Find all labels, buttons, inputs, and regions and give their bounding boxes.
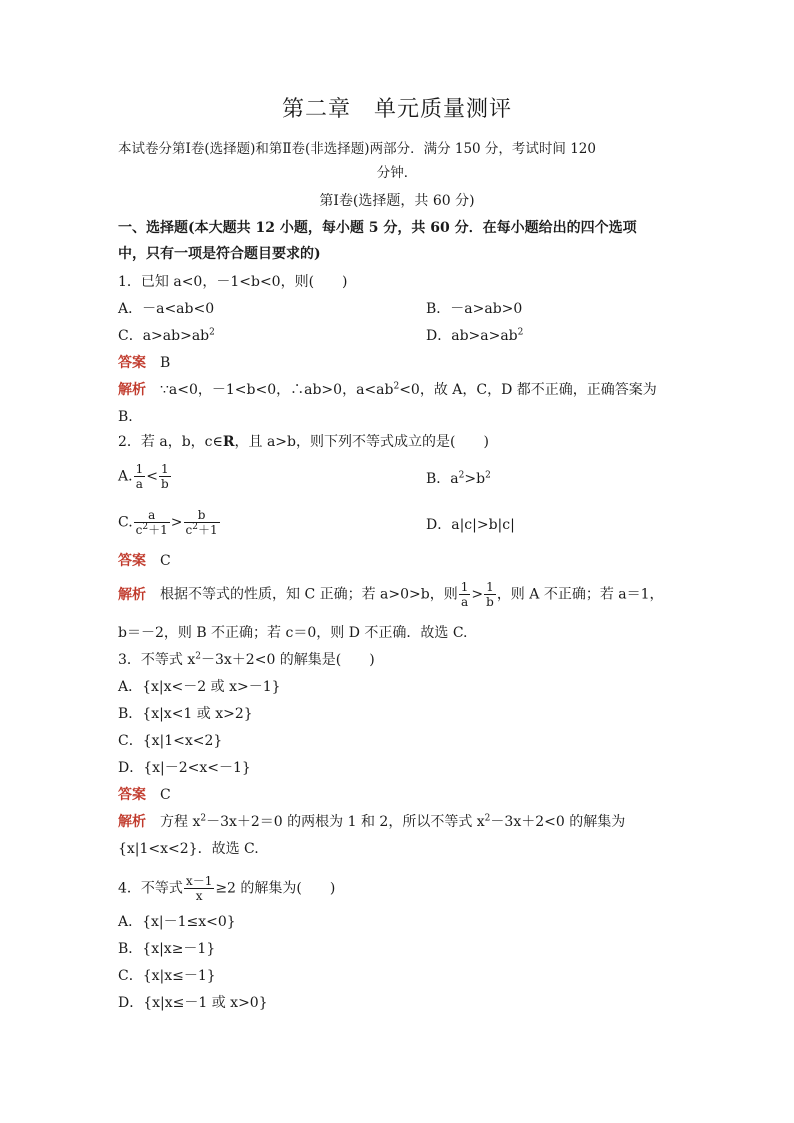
q3-option-b: B．{x|x<1 或 x>2}: [118, 706, 253, 722]
q1-option-b: B．－a>ab>0: [426, 301, 523, 317]
fraction: $\frac{1}{b}$: [486, 580, 494, 609]
page-title: 第二章 单元质量测评: [281, 97, 512, 122]
analysis-label: 解析: [118, 814, 146, 830]
q4-stem: 4．不等式 $\frac{x-1}{x}$ ≥2 的解集为( ): [118, 874, 336, 903]
q1-option-d: D．$ab>a>ab^2$: [426, 327, 524, 344]
q1-option-c: C．$a>ab>ab^2$: [118, 327, 215, 344]
analysis-label: 解析: [118, 382, 146, 398]
q1-answer: 答案 B: [118, 355, 171, 371]
fraction: $\frac{1}{a}$: [135, 462, 144, 491]
fraction: $\frac{1}{a}$: [460, 580, 469, 609]
q3-stem: 3．不等式 $x^2-3x+2<0$ 的解集是( ): [118, 651, 375, 668]
q3-answer: 答案 C: [118, 787, 171, 803]
answer-label: 答案: [118, 553, 146, 569]
q2-option-c: C. $\frac{a}{c^2+1}$ > $\frac{b}{c^2+1}$: [118, 508, 218, 537]
answer-label: 答案: [118, 355, 146, 371]
q1-analysis-line-1: 解析 ∵a<0，－1<b<0，∴ab>0，$a<ab^2<0$，故 A，C，D 都不正确，正确答案为: [118, 381, 657, 398]
q2-answer: 答案 C: [118, 553, 171, 569]
q2-option-b: B．$a^2>b^2$: [426, 470, 491, 487]
q3-option-a: A．{x|x<－2 或 x>－1}: [118, 679, 281, 695]
q3-analysis-line-2: {x|1<x<2}．故选 C.: [118, 841, 259, 857]
section-heading-line-1: 一、选择题(本大题共 12 小题，每小题 5 分，共 60 分．在每小题给出的四个选项: [118, 220, 637, 236]
fraction: $\frac{x-1}{x}$: [185, 874, 213, 903]
q1-option-a: A．－a<ab<0: [118, 301, 215, 317]
q4-option-d: D．{x|x≤－1 或 x>0}: [118, 995, 268, 1011]
section-heading-line-2: 中，只有一项是符合题目要求的): [118, 246, 321, 262]
q2-option-a: A. $\frac{1}{a}$ < $\frac{1}{b}$: [118, 462, 169, 491]
q3-analysis-line-1: 解析 方程 $x^2-3x+2=0$ 的两根为 1 和 2，所以不等式 $x^2-3x+2<0$ 的解集为: [118, 813, 626, 830]
q2-option-d: D．a|c|>b|c|: [426, 517, 515, 533]
analysis-label: 解析: [118, 586, 146, 603]
q3-option-c: C．{x|1<x<2}: [118, 733, 223, 749]
q1-stem: 1．已知 a<0，－1<b<0，则( ): [118, 274, 348, 290]
q4-option-c: C．{x|x≤－1}: [118, 968, 216, 984]
q2-analysis-line-1: 解析 根据不等式的性质，知 C 正确；若 a>0>b，则 $\frac{1}{a}$ > $\frac{1}{b}$ ，则 A 不正确；若 a＝1，: [118, 580, 664, 609]
q4-option-a: A．{x|－1≤x<0}: [118, 914, 236, 930]
answer-label: 答案: [118, 787, 146, 803]
intro-line-2: 分钟．: [376, 165, 418, 181]
fraction: $\frac{b}{c^2+1}$: [185, 508, 218, 537]
q2-stem: 2．若 a，b，c∈R，且 a>b，则下列不等式成立的是( ): [118, 434, 489, 450]
q3-option-d: D．{x|－2<x<－1}: [118, 760, 251, 776]
part1-title: 第Ⅰ卷(选择题，共 60 分): [319, 193, 475, 209]
fraction: $\frac{1}{b}$: [160, 462, 169, 491]
intro-line-1: 本试卷分第Ⅰ卷(选择题)和第Ⅱ卷(非选择题)两部分．满分 150 分，考试时间 120: [118, 141, 596, 157]
q1-analysis-line-2: B.: [118, 409, 133, 425]
q2-analysis-line-2: b＝－2，则 B 不正确；若 c＝0，则 D 不正确．故选 C.: [118, 625, 468, 641]
q4-option-b: B．{x|x≥－1}: [118, 941, 216, 957]
fraction: $\frac{a}{c^2+1}$: [135, 508, 168, 537]
